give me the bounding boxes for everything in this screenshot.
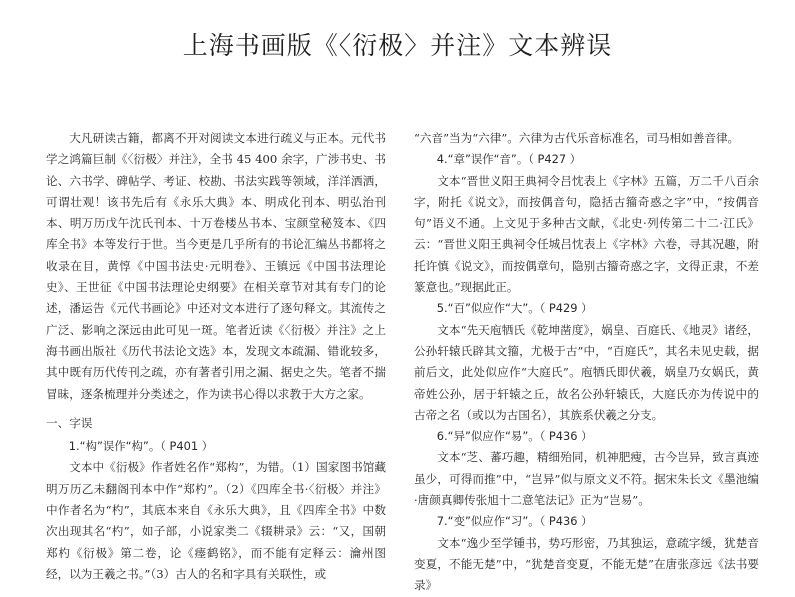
item-5-body: 文本“先天庖牺氏《乾坤凿度》，娲皇、百庭氏、《地灵》诸经，公孙轩辕氏辟其文籀，尤极于古”中，“百庭氏”，其名未见史载，据前后文，此处似应作“大庭氏”。庖牺氏即伏羲，娲皇乃女娲氏，黄帝姓公孙，居于轩辕之丘，故名公孙轩辕氏，大庭氏亦为传说中的古帝之名（或以为古国名），其族系伏羲之分支。 (414, 322, 759, 422)
item-7-heading: 7.“变”似应作“习”。（ P436 ） (436, 514, 593, 529)
item-6-heading: 6.“异”似应作“易”。（ P436 ） (436, 429, 593, 444)
item-4-heading: 4.“章”误作“音”。（ P427 ） (436, 152, 582, 167)
intro-paragraph: 大凡研读古籍，都离不开对阅读文本进行疏义与正本。元代书学之鸿篇巨制《〈衍极〉并注》，全书 45 400 余字，广涉书史、书论、六书学、碑帖学、考证、校勘、书法实践等领域，洋洋洒洒，可谓壮观！该书先后有《永乐大典》本、明成化刊本、明弘治刊本、明万历戊午沈氏刊本、十万卷楼丛书本、宝颜堂秘笈本、《四库全书》本等发行于世。当今更是几乎所有的书论汇编丛书都将之收录在目，黄惇《中国书法史·元明卷》、王镇远《中国书法理论史》、王世征《中国书法理论史纲要》在相关章节对其有专门的论述，潘运告《元代书画论》中还对文本进行了逐句释文。其流传之广泛、影响之深远由此可见一斑。笔者近读《〈衍极〉并注》之上海书画出版社《历代书法论文选》本，发现文本疏漏、错讹较多，其中既有历代传刊之疏，亦有著者引用之漏、据史之失。笔者不揣冒昧，逐条梳理并分类述之，作为读书心得以求教于大方之家。 (46, 131, 386, 401)
item-4-body: 文本“晋世义阳王典祠令吕忱表上《字林》五篇，万二千八百余字，附托《说文》，而按偶音句，隐括古籀奇惑之字”中，“按偶音句”语义不通。上文见于多种古文献，《北史·列传第二十二·江氏》云：“晋世义阳王典祠令任城吕忱表上《字林》六卷，寻其况趣，附托许慎《说文》，而按偶章句，隐别古籀奇惑之字，文得正隶，不差篆意也。”现据此正。 (414, 173, 759, 295)
item-1-heading: 1.“构”误作“构”。（ P401 ） (68, 439, 214, 454)
left-column (46, 128, 386, 585)
item-1-body: 文本中《衍极》作者姓名作“郑构”，为错。（1）国家图书馆藏明万历乙未翻阁刊本中作“郑杓”。（2）《四库全书·〈衍极〉并注》中作者名为“杓”，其底本来自《永乐大典》，且《四库全书》中数次出现其名“杓”，如子部，小说家类二《辍耕录》云：“又，国朝郑杓《衍极》第二卷，论《瘗鹤铭》，而不能有定释云：瀹州图经，以为王羲之书。”（3）古人的名和字具有关联性，或 (46, 460, 386, 581)
item-5-heading: 5.“百”似应作“大”。（ P429 ） (436, 301, 593, 316)
item-6-body: 文本“芝、蕃巧趣，精细殆同，机神肥瘦，古今岂异，致言真迹虽少，可得而推”中，“岂异”似与原文义不符。据宋朱长文《墨池编·唐颜真卿传张旭十二意笔法记》正为“岂易”。 (414, 450, 759, 508)
item-7-body: 文本“逸少至学锺书，势巧形密，乃其独运，意疏字缓，犹楚音变夏，不能无楚”中，“犹楚音变夏，不能无楚”在唐张彦远《法书要录》 (414, 535, 759, 593)
page-title: 上海书画版《〈衍极〉并注》文本辨误 (182, 31, 613, 60)
continued-paragraph: “六音”当为“六律”。六律为古代乐音标准名，司马相如善音律。 (414, 131, 740, 145)
section-heading-char-errors: 一、字误 (46, 415, 93, 430)
right-column (414, 128, 759, 597)
